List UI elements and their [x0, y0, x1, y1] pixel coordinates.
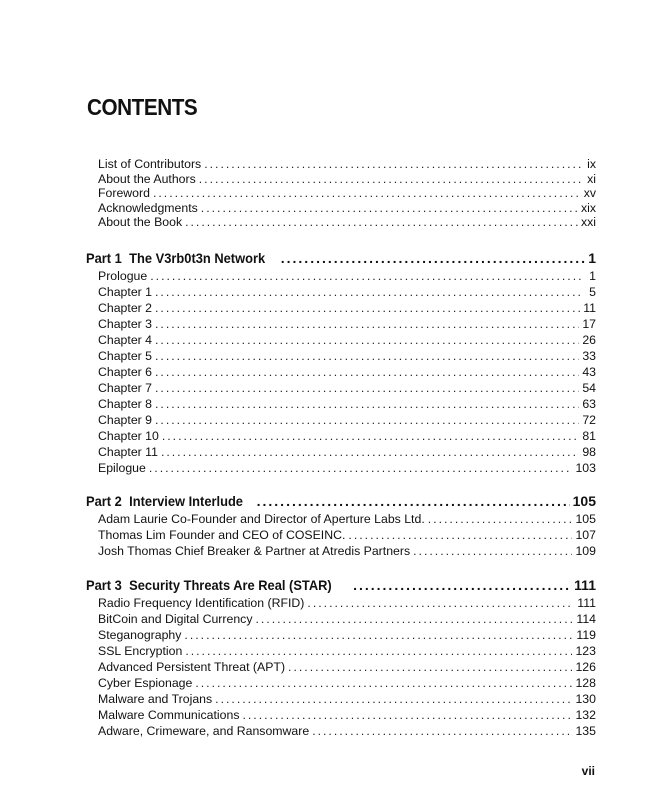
dot-leader [215, 691, 572, 707]
dot-leader [185, 643, 572, 659]
toc-entry-page: 119 [576, 628, 596, 642]
toc-entry-page: xi [587, 171, 596, 186]
toc-entry-label: List of Contributors [98, 157, 202, 171]
toc-entry-label: Advanced Persistent Threat (APT) [98, 660, 286, 674]
part-page: 105 [572, 493, 596, 509]
toc-entry[interactable] [86, 428, 596, 444]
toc-entry-page: xxi [580, 215, 596, 230]
toc-entry-label: About the Authors [98, 171, 196, 186]
toc-entry-page: 105 [575, 512, 596, 526]
toc-entry[interactable] [86, 284, 596, 300]
toc-entry-label: Chapter 1 [98, 285, 153, 299]
toc-entry-page: xix [580, 200, 596, 215]
dot-leader [155, 380, 579, 396]
toc-entry-page: 72 [582, 413, 596, 427]
toc-entry-page: 123 [575, 644, 596, 658]
dot-leader [201, 201, 578, 216]
toc-entry-label: Malware Communications [98, 708, 240, 722]
toc-entry-label: SSL Encryption [98, 644, 183, 658]
toc-entry-label: Chapter 4 [98, 333, 153, 347]
dot-leader [184, 627, 573, 643]
toc-entry-page: 26 [582, 333, 596, 347]
dot-leader [155, 412, 579, 428]
dot-leader [255, 611, 573, 627]
toc-entry[interactable] [86, 300, 596, 316]
part-heading[interactable] [86, 491, 596, 511]
toc-entry-page: 54 [582, 381, 596, 395]
toc-entry-page: 11 [583, 301, 596, 315]
page-title: CONTENTS [87, 94, 198, 120]
dot-leader [150, 268, 583, 284]
toc-entry-page: xv [583, 186, 596, 201]
part-number: Part 3 [86, 577, 122, 593]
toc-entry-label: BitCoin and Digital Currency [98, 612, 253, 626]
dot-leader [153, 186, 581, 201]
part-title: Security Threats Are Real (STAR) [129, 577, 332, 593]
dot-leader [428, 511, 573, 527]
toc-entry-page: 114 [576, 612, 596, 626]
toc-entry-page: 135 [575, 724, 596, 738]
front-matter-list [86, 157, 596, 230]
toc-entry-label: Steganography [98, 628, 182, 642]
part-heading-label [86, 491, 243, 511]
toc-entry[interactable] [86, 332, 596, 348]
toc-entry-page: 63 [582, 397, 596, 411]
toc-entry-label: Chapter 10 [98, 429, 159, 443]
toc-entry-page: 111 [577, 596, 596, 610]
toc-entry[interactable] [86, 723, 596, 739]
toc-entry-label: About the Book [98, 215, 183, 230]
dot-leader [281, 248, 585, 268]
toc-entry-label: Chapter 9 [98, 413, 153, 427]
toc-entry[interactable] [86, 186, 596, 201]
toc-entry[interactable] [86, 611, 596, 627]
toc-entry[interactable] [86, 627, 596, 643]
dot-leader [204, 157, 583, 172]
dot-leader [312, 723, 572, 739]
toc-entry-page: 17 [582, 317, 596, 331]
part-title: The V3rb0t3n Network [129, 250, 266, 266]
toc-entry-label: Chapter 3 [98, 317, 153, 331]
part-3-section [86, 575, 596, 739]
toc-entry[interactable] [86, 348, 596, 364]
toc-entry-label: Thomas Lim Founder and CEO of COSEINC. [98, 528, 346, 542]
dot-leader [242, 707, 572, 723]
toc-entry-label: Cyber Espionage [98, 676, 193, 690]
toc-entry-page: ix [587, 157, 596, 171]
toc-entry[interactable] [86, 201, 596, 216]
part-heading[interactable] [86, 575, 596, 595]
toc-entry-label: Adam Laurie Co-Founder and Director of Aperture Labs Ltd. [98, 512, 425, 526]
dot-leader [307, 595, 574, 611]
toc-entry[interactable] [86, 396, 596, 412]
dot-leader [155, 300, 580, 316]
part-2-section [86, 491, 596, 559]
toc-entry[interactable] [86, 675, 596, 691]
part-heading-label [86, 575, 332, 595]
toc-entry[interactable] [86, 172, 596, 187]
toc-entry[interactable] [86, 707, 596, 723]
toc-entry-page: 126 [575, 660, 596, 674]
dot-leader [155, 364, 579, 380]
dot-leader [155, 396, 579, 412]
toc-entry-page: 98 [582, 445, 596, 459]
toc-entry-label: Foreword [98, 186, 150, 201]
dot-leader [155, 284, 583, 300]
toc-entry[interactable] [86, 659, 596, 675]
dot-leader [413, 543, 572, 559]
toc-entry-label: Chapter 6 [98, 365, 153, 379]
toc-entry-page: 132 [575, 708, 596, 722]
dot-leader [162, 428, 579, 444]
part-number: Part 1 [86, 250, 122, 266]
dot-leader [348, 527, 572, 543]
dot-leader [185, 215, 578, 230]
toc-entry-label: Chapter 2 [98, 301, 153, 315]
toc-entry[interactable] [86, 316, 596, 332]
part-page: 111 [574, 577, 596, 593]
toc-entry-page: 1 [589, 269, 596, 283]
toc-entry-page: 128 [575, 676, 596, 690]
part-heading-label [86, 248, 265, 268]
toc-entry[interactable] [86, 444, 596, 460]
toc-entry-label: Malware and Trojans [98, 692, 213, 706]
toc-entry[interactable] [86, 215, 596, 230]
toc-entry-label: Josh Thomas Chief Breaker & Partner at Atredis Partners [98, 544, 411, 558]
part-1-section [86, 248, 596, 476]
toc-entry[interactable] [86, 460, 596, 476]
toc-entry[interactable] [86, 691, 596, 707]
dot-leader [155, 316, 579, 332]
part-page: 1 [588, 250, 596, 266]
toc-entry[interactable] [86, 412, 596, 428]
dot-leader [257, 491, 570, 511]
dot-leader [353, 575, 571, 595]
dot-leader [155, 332, 579, 348]
toc-entry-page: 33 [582, 349, 596, 363]
toc-entry[interactable] [86, 511, 596, 527]
toc-entry-page: 107 [575, 528, 596, 542]
dot-leader [161, 444, 579, 460]
toc-entry[interactable] [86, 527, 596, 543]
dot-leader [288, 659, 572, 675]
toc-entry[interactable] [86, 268, 596, 284]
toc-entry-label: Prologue [98, 269, 148, 283]
toc-entry-page: 5 [589, 285, 596, 299]
toc-entry-label: Epilogue [98, 461, 146, 475]
toc-entry-page: 103 [575, 461, 596, 475]
toc-entry-label: Chapter 8 [98, 397, 153, 411]
part-title: Interview Interlude [129, 493, 243, 509]
toc-entry[interactable] [86, 595, 596, 611]
dot-leader [199, 172, 583, 187]
dot-leader [155, 348, 579, 364]
toc-entry-label: Acknowledgments [98, 200, 198, 215]
toc-entry[interactable] [86, 364, 596, 380]
toc-entry[interactable] [86, 643, 596, 659]
toc-entry-label: Chapter 11 [98, 445, 158, 459]
toc-entry[interactable] [86, 157, 596, 172]
dot-leader [149, 460, 573, 476]
toc-entry-label: Chapter 7 [98, 381, 153, 395]
dot-leader [195, 675, 572, 691]
toc-entry-label: Chapter 5 [98, 349, 153, 363]
part-heading[interactable] [86, 248, 596, 268]
toc-entry-page: 81 [582, 429, 596, 443]
toc-entry[interactable] [86, 380, 596, 396]
toc-entry-label: Adware, Crimeware, and Ransomware [98, 724, 310, 738]
toc-entry-label: Radio Frequency Identification (RFID) [98, 596, 305, 610]
page-number: vii [581, 764, 595, 778]
toc-entry-page: 43 [582, 365, 596, 379]
part-number: Part 2 [86, 493, 122, 509]
toc-entry[interactable] [86, 543, 596, 559]
toc-entry-page: 109 [575, 544, 596, 558]
toc-entry-page: 130 [575, 692, 596, 706]
